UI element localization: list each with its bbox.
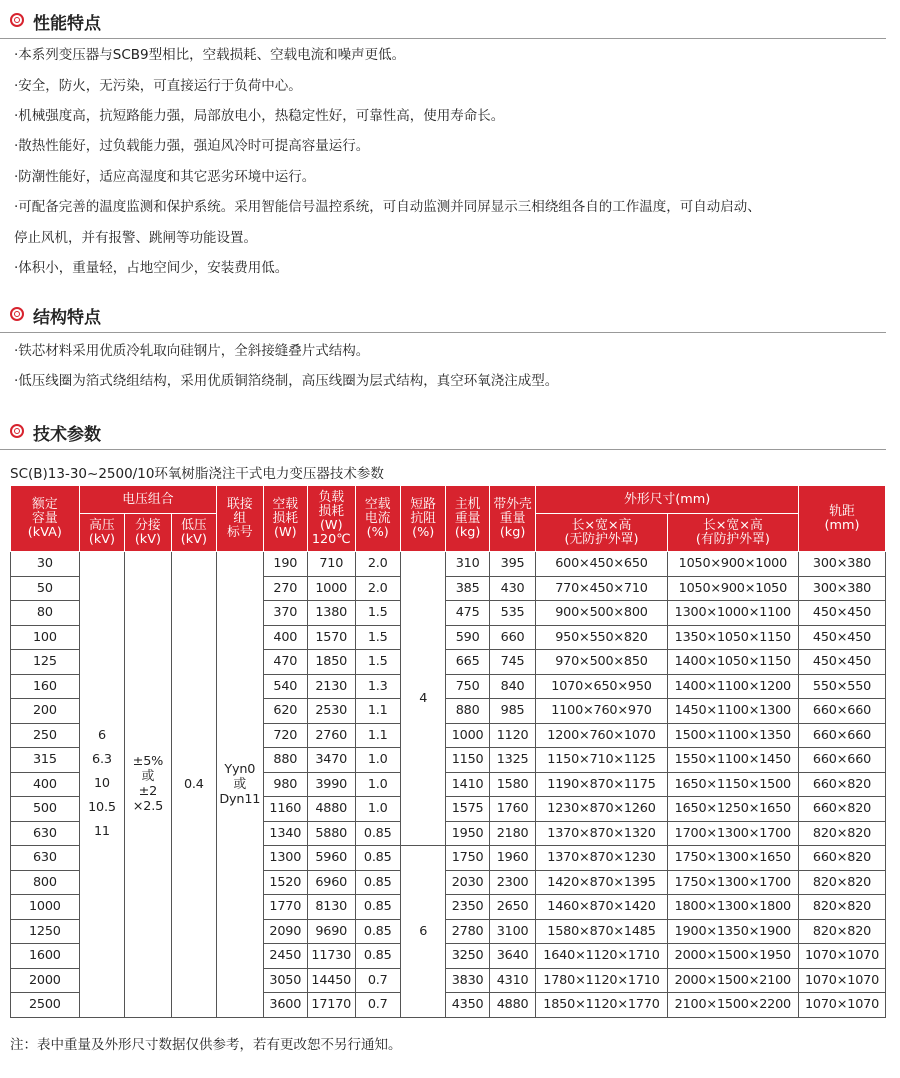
cell-load-loss: 1000	[308, 576, 355, 601]
cell-noload-loss: 2090	[263, 919, 307, 944]
cell-load-loss: 4880	[308, 797, 355, 822]
cell-dims-cover: 2000×1500×2100	[667, 968, 798, 993]
cell-capacity: 125	[11, 650, 80, 675]
section-performance	[0, 8, 886, 39]
cell-noload-current: 1.3	[355, 674, 400, 699]
cell-main-weight: 1000	[446, 723, 489, 748]
section-title: 技术参数	[33, 425, 101, 445]
cell-dims-cover: 1400×1100×1200	[667, 674, 798, 699]
cell-capacity: 30	[11, 552, 80, 577]
cell-gauge: 660×660	[799, 723, 886, 748]
cell-noload-loss: 620	[263, 699, 307, 724]
cell-load-loss: 17170	[308, 993, 355, 1018]
cell-capacity: 500	[11, 797, 80, 822]
header-hv: 高压 (kV)	[79, 514, 124, 552]
cell-dims-cover: 1550×1100×1450	[667, 748, 798, 773]
cell-noload-current: 1.1	[355, 723, 400, 748]
cell-noload-current: 2.0	[355, 552, 400, 577]
cell-noload-loss: 270	[263, 576, 307, 601]
cell-noload-loss: 1300	[263, 846, 307, 871]
cell-capacity: 1000	[11, 895, 80, 920]
cell-dims-cover: 1750×1300×1700	[667, 870, 798, 895]
cell-main-weight: 1150	[446, 748, 489, 773]
cell-capacity: 200	[11, 699, 80, 724]
cell-lv-merged: 0.4	[171, 552, 216, 1018]
cell-noload-loss: 1340	[263, 821, 307, 846]
cell-hv-merged: 6 6.3 10 10.5 11	[79, 552, 124, 1018]
cell-dims-no-cover: 1850×1120×1770	[536, 993, 667, 1018]
header-noload-loss: 空载 损耗 (W)	[263, 486, 307, 552]
cell-noload-loss: 3600	[263, 993, 307, 1018]
cell-load-loss: 2130	[308, 674, 355, 699]
cell-main-weight: 1750	[446, 846, 489, 871]
header-lv: 低压 (kV)	[171, 514, 216, 552]
cell-shell-weight: 985	[489, 699, 535, 724]
cell-capacity: 2000	[11, 968, 80, 993]
section-header	[0, 302, 886, 333]
table-body	[11, 552, 886, 1018]
cell-noload-loss: 540	[263, 674, 307, 699]
cell-capacity: 315	[11, 748, 80, 773]
header-dimensions: 外形尺寸(mm)	[536, 486, 799, 514]
section-header	[0, 419, 886, 450]
cell-gauge: 550×550	[799, 674, 886, 699]
cell-shell-weight: 2650	[489, 895, 535, 920]
cell-noload-loss: 2450	[263, 944, 307, 969]
header-gauge: 轨距 (mm)	[799, 486, 886, 552]
cell-noload-current: 1.0	[355, 772, 400, 797]
cell-gauge: 1070×1070	[799, 993, 886, 1018]
cell-main-weight: 2350	[446, 895, 489, 920]
cell-gauge: 450×450	[799, 601, 886, 626]
header-voltage-group: 电压组合	[79, 486, 216, 514]
cell-noload-current: 1.0	[355, 797, 400, 822]
cell-gauge: 660×660	[799, 699, 886, 724]
section-title: 结构特点	[33, 308, 101, 328]
cell-gauge: 660×660	[799, 748, 886, 773]
cell-shell-weight: 1120	[489, 723, 535, 748]
cell-load-loss: 9690	[308, 919, 355, 944]
footnote: 注：表中重量及外形尺寸数据仅供参考，若有更改恕不另行通知。	[10, 1037, 402, 1053]
cell-shell-weight: 2180	[489, 821, 535, 846]
cell-dims-no-cover: 1230×870×1260	[536, 797, 667, 822]
cell-capacity: 50	[11, 576, 80, 601]
feature-line: ·防潮性能好，适应高湿度和其它恶劣环境中运行。	[14, 169, 316, 185]
cell-main-weight: 665	[446, 650, 489, 675]
header-noload-current: 空载 电流 (%)	[355, 486, 400, 552]
cell-main-weight: 1575	[446, 797, 489, 822]
cell-main-weight: 4350	[446, 993, 489, 1018]
cell-load-loss: 3470	[308, 748, 355, 773]
cell-shell-weight: 1960	[489, 846, 535, 871]
cell-load-loss: 11730	[308, 944, 355, 969]
header-capacity: 额定 容量 (kVA)	[11, 486, 80, 552]
cell-noload-current: 1.1	[355, 699, 400, 724]
cell-dims-no-cover: 1100×760×970	[536, 699, 667, 724]
cell-shell-weight: 3100	[489, 919, 535, 944]
feature-line: ·机械强度高，抗短路能力强，局部放电小，热稳定性好，可靠性高，使用寿命长。	[14, 108, 505, 124]
cell-shell-weight: 1760	[489, 797, 535, 822]
cell-dims-cover: 2000×1500×1950	[667, 944, 798, 969]
header-load-loss: 负载 损耗 (W) 120℃	[308, 486, 355, 552]
cell-shell-weight: 430	[489, 576, 535, 601]
cell-load-loss: 14450	[308, 968, 355, 993]
header-main-weight: 主机 重量 (kg)	[446, 486, 489, 552]
cell-noload-current: 1.0	[355, 748, 400, 773]
cell-capacity: 250	[11, 723, 80, 748]
cell-capacity: 160	[11, 674, 80, 699]
section-params	[0, 419, 886, 450]
header-dims-cover: 长×宽×高 (有防护外罩)	[667, 514, 798, 552]
cell-shell-weight: 1325	[489, 748, 535, 773]
cell-dims-no-cover: 950×550×820	[536, 625, 667, 650]
cell-shell-weight: 745	[489, 650, 535, 675]
cell-dims-cover: 1650×1250×1650	[667, 797, 798, 822]
cell-main-weight: 385	[446, 576, 489, 601]
cell-noload-current: 1.5	[355, 650, 400, 675]
cell-vector-merged: Yyn0 或 Dyn11	[217, 552, 263, 1018]
cell-dims-no-cover: 1150×710×1125	[536, 748, 667, 773]
cell-capacity: 1600	[11, 944, 80, 969]
circle-bullet-icon	[10, 424, 24, 438]
cell-dims-cover: 1450×1100×1300	[667, 699, 798, 724]
spec-table	[10, 485, 886, 1018]
cell-dims-no-cover: 1580×870×1485	[536, 919, 667, 944]
cell-noload-loss: 880	[263, 748, 307, 773]
cell-noload-current: 0.85	[355, 870, 400, 895]
structure-line: ·低压线圈为箔式绕组结构，采用优质铜箔绕制，高压线圈为层式结构，真空环氧浇注成型。	[14, 373, 559, 389]
cell-gauge: 820×820	[799, 895, 886, 920]
cell-main-weight: 3250	[446, 944, 489, 969]
cell-dims-cover: 1700×1300×1700	[667, 821, 798, 846]
cell-capacity: 630	[11, 821, 80, 846]
cell-noload-loss: 720	[263, 723, 307, 748]
cell-shell-weight: 1580	[489, 772, 535, 797]
cell-impedance-merged: 6	[400, 846, 445, 1018]
cell-capacity: 2500	[11, 993, 80, 1018]
cell-shell-weight: 660	[489, 625, 535, 650]
cell-gauge: 1070×1070	[799, 968, 886, 993]
cell-noload-current: 0.85	[355, 846, 400, 871]
cell-noload-current: 1.5	[355, 625, 400, 650]
cell-dims-no-cover: 1370×870×1230	[536, 846, 667, 871]
cell-shell-weight: 535	[489, 601, 535, 626]
cell-main-weight: 590	[446, 625, 489, 650]
cell-main-weight: 1950	[446, 821, 489, 846]
cell-shell-weight: 4310	[489, 968, 535, 993]
cell-noload-current: 0.7	[355, 968, 400, 993]
cell-noload-loss: 1160	[263, 797, 307, 822]
cell-noload-current: 0.85	[355, 919, 400, 944]
cell-dims-cover: 1400×1050×1150	[667, 650, 798, 675]
feature-line: ·安全，防火，无污染，可直接运行于负荷中心。	[14, 78, 302, 94]
cell-load-loss: 3990	[308, 772, 355, 797]
cell-capacity: 800	[11, 870, 80, 895]
cell-gauge: 450×450	[799, 625, 886, 650]
cell-dims-no-cover: 600×450×650	[536, 552, 667, 577]
feature-line: 停止风机，并有报警、跳闸等功能设置。	[14, 230, 257, 246]
cell-main-weight: 475	[446, 601, 489, 626]
circle-bullet-icon	[10, 307, 24, 321]
circle-bullet-icon	[10, 13, 24, 27]
cell-noload-loss: 400	[263, 625, 307, 650]
cell-dims-no-cover: 1640×1120×1710	[536, 944, 667, 969]
cell-dims-cover: 1800×1300×1800	[667, 895, 798, 920]
cell-dims-cover: 1050×900×1050	[667, 576, 798, 601]
header-impedance: 短路 抗阻 (%)	[400, 486, 445, 552]
cell-main-weight: 880	[446, 699, 489, 724]
cell-main-weight: 310	[446, 552, 489, 577]
cell-noload-current: 0.85	[355, 944, 400, 969]
cell-shell-weight: 2300	[489, 870, 535, 895]
section-header	[0, 8, 886, 39]
cell-dims-no-cover: 900×500×800	[536, 601, 667, 626]
cell-dims-cover: 2100×1500×2200	[667, 993, 798, 1018]
cell-dims-no-cover: 1190×870×1175	[536, 772, 667, 797]
cell-noload-current: 0.7	[355, 993, 400, 1018]
cell-load-loss: 8130	[308, 895, 355, 920]
cell-main-weight: 1410	[446, 772, 489, 797]
cell-load-loss: 6960	[308, 870, 355, 895]
cell-dims-cover: 1900×1350×1900	[667, 919, 798, 944]
header-vector-group: 联接 组 标号	[217, 486, 263, 552]
feature-line: ·本系列变压器与SCB9型相比，空载损耗、空载电流和噪声更低。	[14, 47, 406, 63]
cell-noload-loss: 980	[263, 772, 307, 797]
cell-dims-cover: 1050×900×1000	[667, 552, 798, 577]
cell-capacity: 630	[11, 846, 80, 871]
cell-dims-no-cover: 1200×760×1070	[536, 723, 667, 748]
cell-noload-loss: 190	[263, 552, 307, 577]
cell-dims-no-cover: 770×450×710	[536, 576, 667, 601]
feature-line: ·体积小，重量轻，占地空间少，安装费用低。	[14, 260, 289, 276]
cell-capacity: 400	[11, 772, 80, 797]
cell-gauge: 660×820	[799, 797, 886, 822]
cell-gauge: 660×820	[799, 846, 886, 871]
cell-shell-weight: 840	[489, 674, 535, 699]
section-structure	[0, 302, 886, 333]
cell-load-loss: 5880	[308, 821, 355, 846]
section-title: 性能特点	[33, 14, 101, 34]
feature-line: ·可配备完善的温度监测和保护系统。采用智能信号温控系统，可自动监测并同屏显示三相绕组各自的工作温度，可自动启动、	[14, 199, 761, 215]
cell-shell-weight: 3640	[489, 944, 535, 969]
cell-dims-no-cover: 1780×1120×1710	[536, 968, 667, 993]
cell-shell-weight: 395	[489, 552, 535, 577]
cell-load-loss: 2760	[308, 723, 355, 748]
cell-gauge: 1070×1070	[799, 944, 886, 969]
cell-noload-current: 0.85	[355, 821, 400, 846]
cell-load-loss: 710	[308, 552, 355, 577]
cell-noload-loss: 470	[263, 650, 307, 675]
cell-main-weight: 3830	[446, 968, 489, 993]
cell-load-loss: 1380	[308, 601, 355, 626]
cell-load-loss: 1850	[308, 650, 355, 675]
cell-dims-cover: 1300×1000×1100	[667, 601, 798, 626]
header-tap: 分接 (kV)	[125, 514, 171, 552]
cell-dims-no-cover: 1420×870×1395	[536, 870, 667, 895]
cell-dims-no-cover: 970×500×850	[536, 650, 667, 675]
cell-gauge: 300×380	[799, 552, 886, 577]
cell-gauge: 450×450	[799, 650, 886, 675]
cell-dims-cover: 1500×1100×1350	[667, 723, 798, 748]
cell-dims-cover: 1750×1300×1650	[667, 846, 798, 871]
cell-noload-current: 1.5	[355, 601, 400, 626]
cell-noload-loss: 1770	[263, 895, 307, 920]
cell-capacity: 100	[11, 625, 80, 650]
header-shell-weight: 带外壳 重量 (kg)	[489, 486, 535, 552]
cell-dims-cover: 1350×1050×1150	[667, 625, 798, 650]
cell-gauge: 820×820	[799, 821, 886, 846]
cell-main-weight: 2030	[446, 870, 489, 895]
cell-gauge: 300×380	[799, 576, 886, 601]
cell-dims-cover: 1650×1150×1500	[667, 772, 798, 797]
structure-line: ·铁芯材料采用优质冷轧取向硅钢片，全斜接缝叠片式结构。	[14, 343, 370, 359]
cell-shell-weight: 4880	[489, 993, 535, 1018]
cell-main-weight: 750	[446, 674, 489, 699]
cell-noload-loss: 370	[263, 601, 307, 626]
cell-noload-current: 0.85	[355, 895, 400, 920]
cell-load-loss: 5960	[308, 846, 355, 871]
table-row	[11, 552, 886, 577]
cell-impedance-merged: 4	[400, 552, 445, 846]
cell-dims-no-cover: 1070×650×950	[536, 674, 667, 699]
cell-gauge: 660×820	[799, 772, 886, 797]
cell-gauge: 820×820	[799, 870, 886, 895]
cell-dims-no-cover: 1370×870×1320	[536, 821, 667, 846]
feature-line: ·散热性能好，过负载能力强，强迫风冷时可提高容量运行。	[14, 138, 370, 154]
cell-load-loss: 2530	[308, 699, 355, 724]
cell-tap-merged: ±5% 或 ±2 ×2.5	[125, 552, 171, 1018]
cell-capacity: 1250	[11, 919, 80, 944]
cell-noload-current: 2.0	[355, 576, 400, 601]
table-caption: SC(B)13-30~2500/10环氧树脂浇注干式电力变压器技术参数	[10, 466, 384, 482]
header-dims-no-cover: 长×宽×高 (无防护外罩)	[536, 514, 667, 552]
cell-capacity: 80	[11, 601, 80, 626]
cell-load-loss: 1570	[308, 625, 355, 650]
cell-gauge: 820×820	[799, 919, 886, 944]
cell-main-weight: 2780	[446, 919, 489, 944]
cell-dims-no-cover: 1460×870×1420	[536, 895, 667, 920]
cell-noload-loss: 1520	[263, 870, 307, 895]
cell-noload-loss: 3050	[263, 968, 307, 993]
